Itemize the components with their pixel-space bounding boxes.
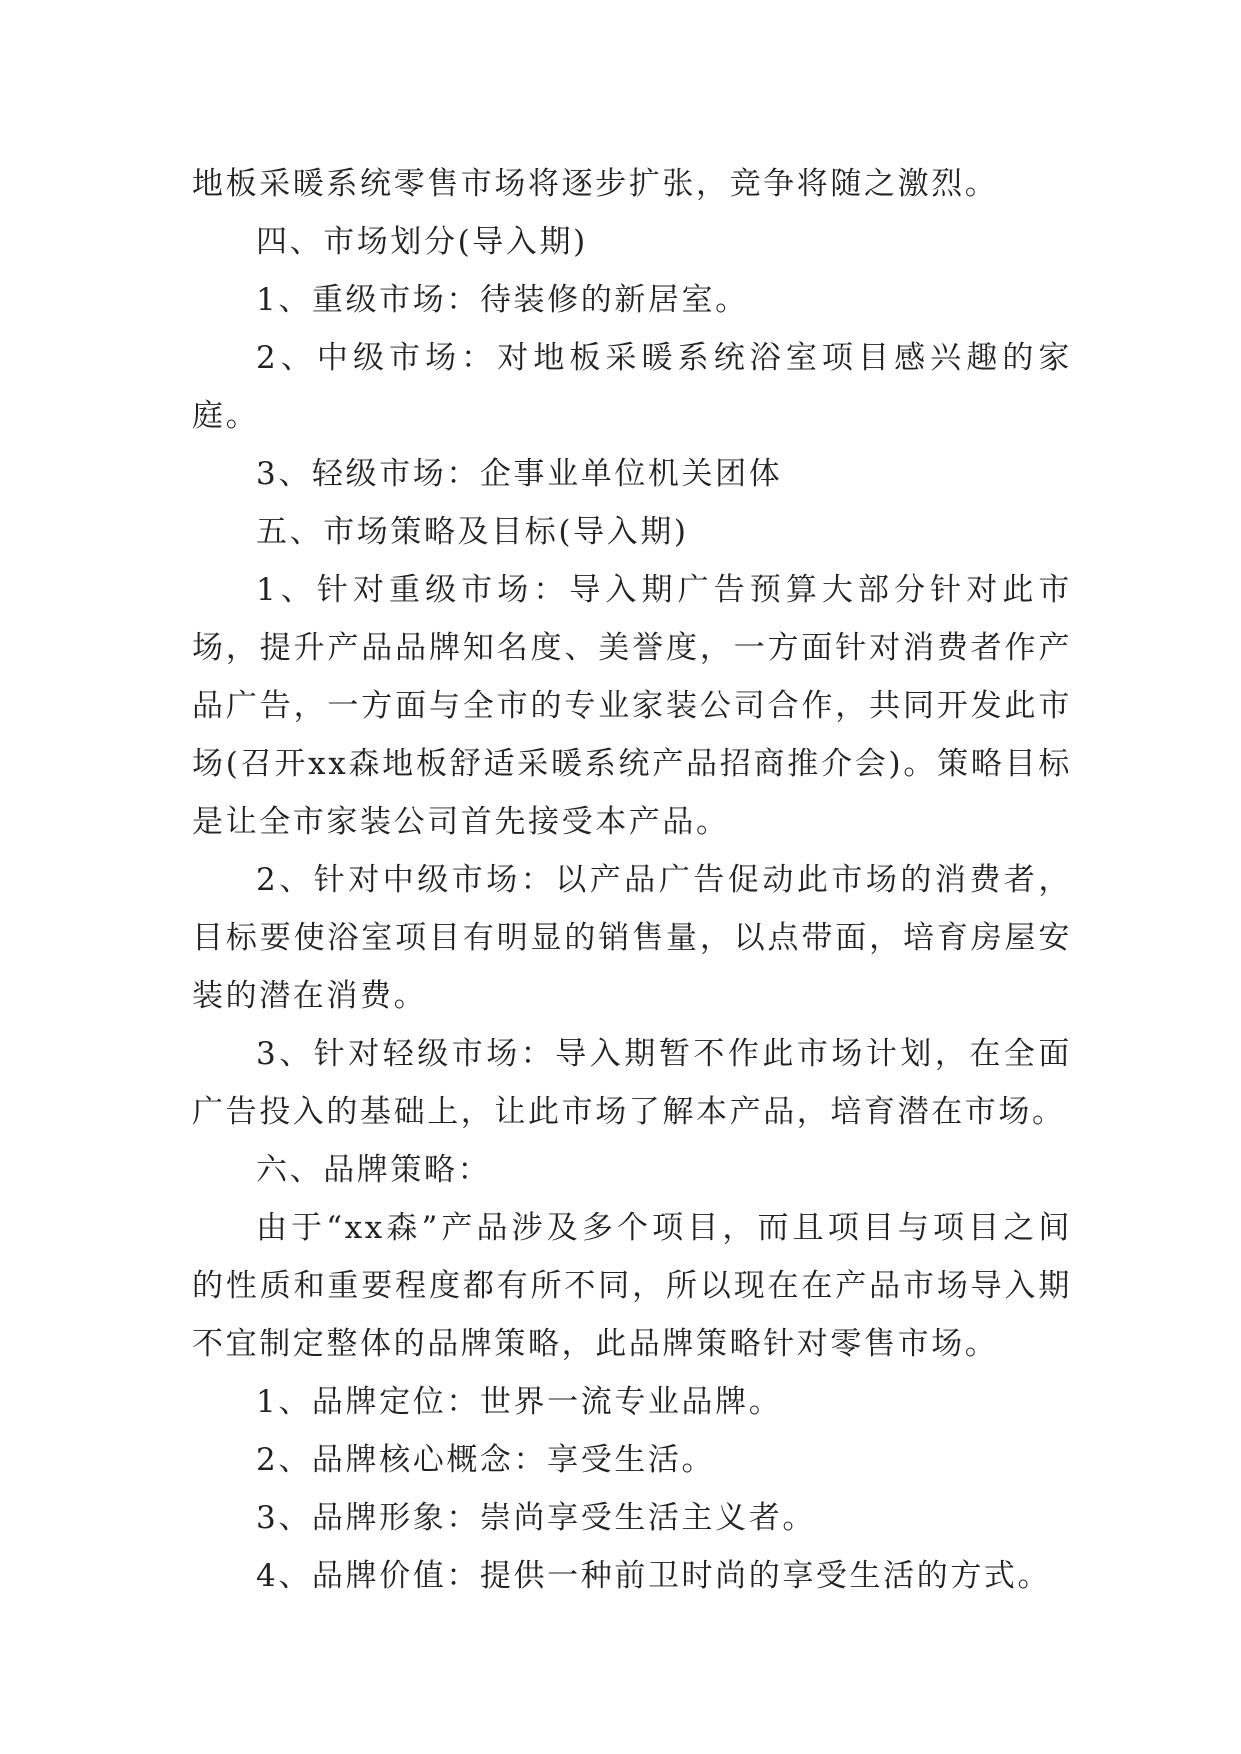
paragraph-light-market-strategy: 3、针对轻级市场：导入期暂不作此市场计划，在全面广告投入的基础上，让此市场了解本产品，培育潜在市场。: [192, 1036, 1072, 1130]
list-item-heavy-market: 1、重级市场：待装修的新居室。: [256, 282, 749, 318]
list-item-light-market: 3、轻级市场：企事业单位机关团体: [256, 456, 783, 492]
list-item-brand-value: 4、品牌价值：提供一种前卫时尚的享受生活的方式。: [256, 1558, 1052, 1594]
list-item-brand-core-concept: 2、品牌核心概念：享受生活。: [256, 1442, 716, 1478]
list-item-medium-market: 2、中级市场：对地板采暖系统浴室项目感兴趣的家庭。: [192, 340, 1072, 434]
paragraph-medium-market-strategy: 2、针对中级市场：以产品广告促动此市场的消费者，目标要使浴室项目有明显的销售量，以点带面，培育房屋安装的潜在消费。: [192, 862, 1072, 1014]
heading-market-division: 四、市场划分(导入期): [256, 224, 588, 260]
heading-market-strategy: 五、市场策略及目标(导入期): [256, 514, 689, 550]
paragraph-brand-intro: 由于“xx森”产品涉及多个项目，而且项目与项目之间的性质和重要程度都有所不同，所以现在在产品市场导入期不宜制定整体的品牌策略，此品牌策略针对零售市场。: [192, 1210, 1072, 1362]
document-page: [192, 155, 1072, 1605]
heading-brand-strategy: 六、品牌策略：: [256, 1152, 492, 1188]
list-item-brand-image: 3、品牌形象：崇尚享受生活主义者。: [256, 1500, 816, 1536]
paragraph-heavy-market-strategy: 1、针对重级市场：导入期广告预算大部分针对此市场，提升产品品牌知名度、美誉度，一方面针对消费者作产品广告，一方面与全市的专业家装公司合作，共同开发此市场(召开xx森地板舒适采暖系统产品招商推介会)。策略目标是让全市家装公司首先接受本产品。: [192, 572, 1072, 840]
paragraph-continuation: 地板采暖系统零售市场将逐步扩张，竞争将随之激烈。: [192, 166, 999, 202]
list-item-brand-positioning: 1、品牌定位：世界一流专业品牌。: [256, 1384, 783, 1420]
